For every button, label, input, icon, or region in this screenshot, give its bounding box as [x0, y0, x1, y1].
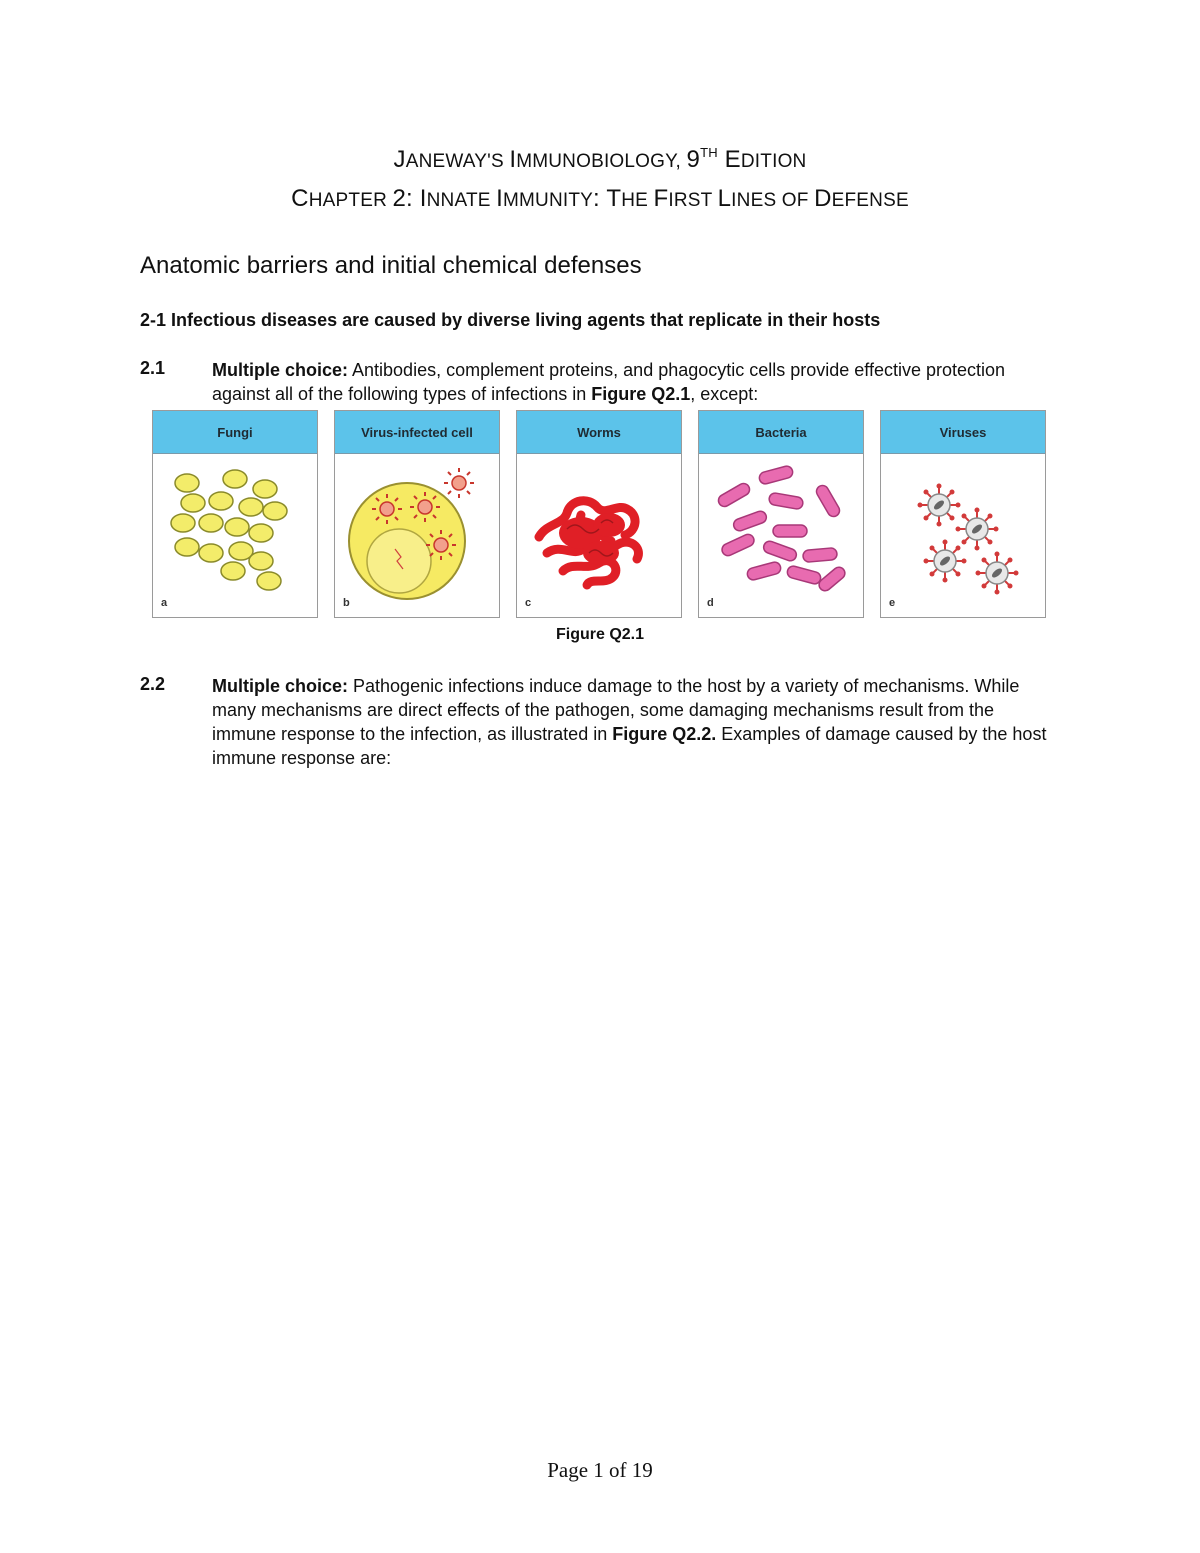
figure-q2-1 — [152, 410, 1048, 622]
panel-letter: a — [161, 597, 168, 609]
figure-panel-viruses — [880, 410, 1046, 618]
panel-title: Bacteria — [699, 411, 863, 454]
panel-title: Worms — [517, 411, 681, 454]
figure-panel-bacteria — [698, 410, 864, 618]
figure-panel-virus-infected-cell — [334, 410, 500, 618]
question-number: 2.1 — [140, 358, 166, 378]
subsection-heading: 2-1 Infectious diseases are caused by diverse living agents that replicate in their hosts — [140, 310, 881, 330]
panel-title: Fungi — [153, 411, 317, 454]
worms-illustration — [517, 453, 680, 617]
question-text: Multiple choice: Antibodies, complement proteins, and phagocytic cells provide effective protection against all of the following types of infections in Figure Q2.1, except: — [212, 360, 1006, 404]
panel-letter: c — [525, 597, 532, 609]
panel-title: Viruses — [881, 411, 1045, 454]
fungi-illustration — [153, 453, 316, 617]
bacteria-illustration — [699, 453, 862, 617]
infected-cell-illustration — [335, 453, 498, 617]
figure-caption: Figure Q2.1 — [555, 626, 645, 643]
page-number: Page 1 of 19 — [547, 1458, 653, 1482]
question-text: Multiple choice: Pathogenic infections induce damage to the host by a variety of mechanisms. While many mechanisms are direct effects of the pathogen, some damaging mechanisms result from the immune response to the infection, as illustrated in Figure Q2.2. Examples of damage caused by the host immune response are: — [212, 676, 1047, 768]
document-title-line-1: JANEWAY'S IMMUNOBIOLOGY, 9TH EDITION — [393, 145, 807, 173]
panel-letter: b — [343, 597, 350, 609]
figure-panel-worms — [516, 410, 682, 618]
document-title-line-2: CHAPTER 2: INNATE IMMUNITY: THE FIRST LINES OF DEFENSE — [291, 185, 909, 212]
viruses-illustration — [881, 453, 1044, 617]
panel-letter: d — [707, 597, 714, 609]
question-number: 2.2 — [140, 674, 166, 694]
section-heading: Anatomic barriers and initial chemical defenses — [140, 252, 642, 279]
panel-title: Virus-infected cell — [335, 411, 499, 454]
figure-panel-fungi — [152, 410, 318, 618]
panel-letter: e — [889, 597, 896, 609]
